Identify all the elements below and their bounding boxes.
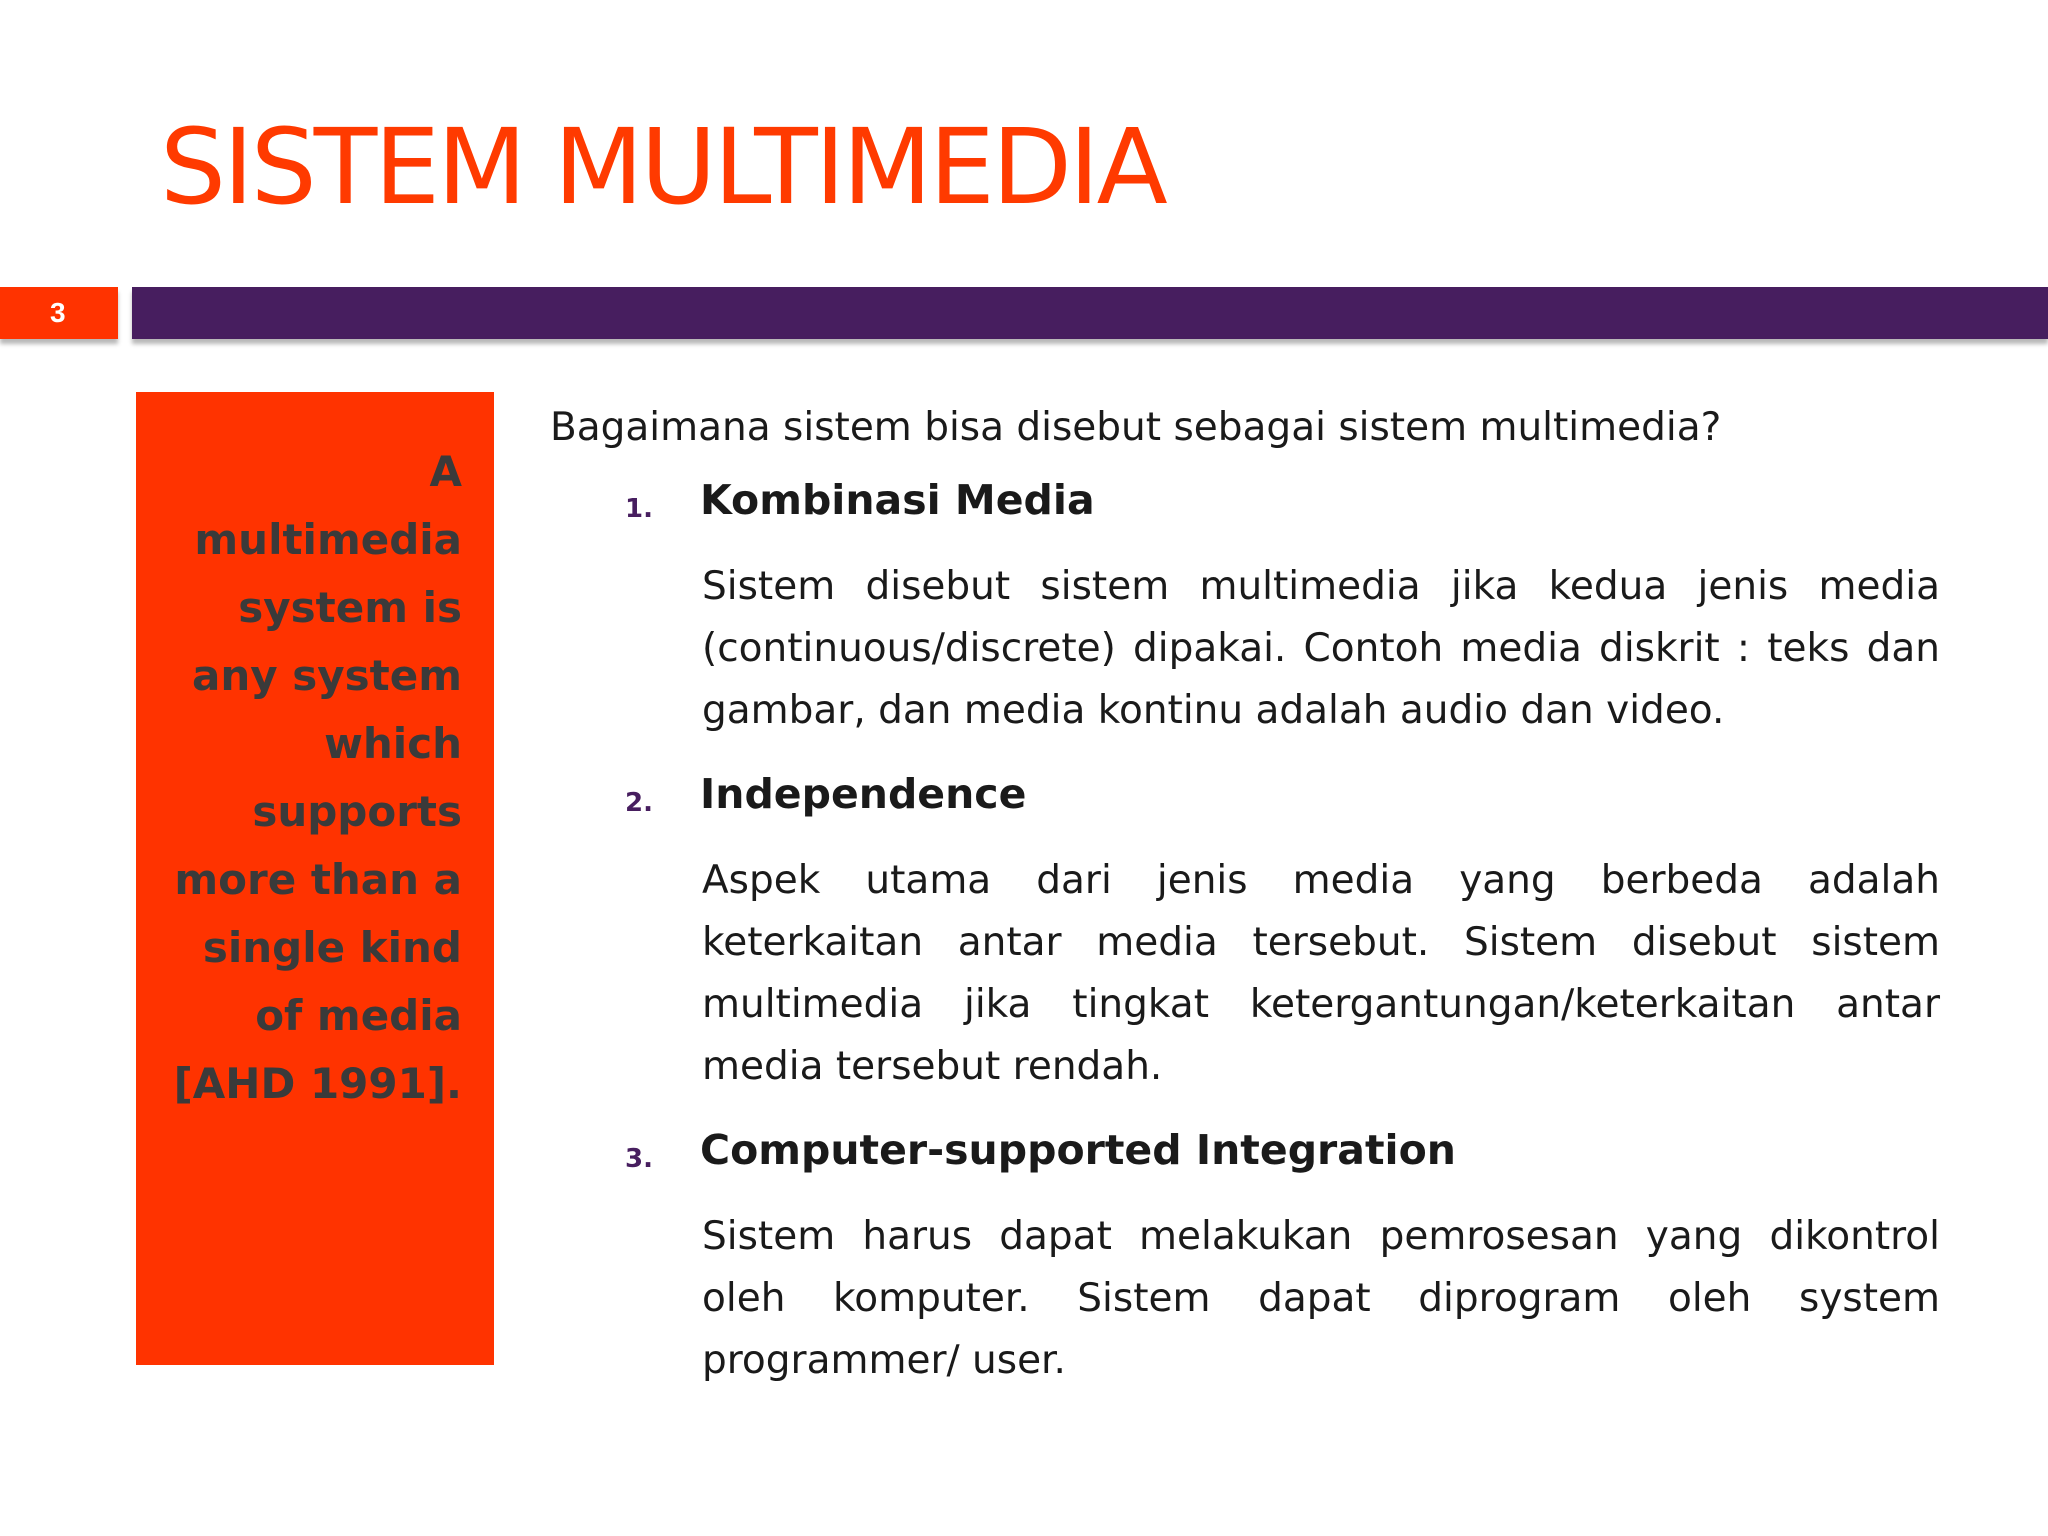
list-item-number: 3. — [625, 1143, 653, 1174]
definition-callout-box — [136, 392, 494, 1365]
list-item — [550, 770, 1940, 1098]
list-item-description: Sistem disebut sistem multimedia jika kedua jenis media (continuous/discrete) dipakai. Contoh media diskrit : teks dan gambar, dan media kontinu adalah audio dan video. — [702, 563, 1940, 733]
list-item — [550, 1126, 1940, 1392]
list-item-header — [550, 476, 1940, 536]
main-content — [550, 405, 1940, 1420]
list-item — [550, 476, 1940, 742]
list-item-title: Kombinasi Media — [700, 475, 1095, 524]
slide-title: SISTEM MULTIMEDIA — [160, 106, 1165, 228]
title-divider-bar — [132, 287, 2048, 339]
list-item-number: 1. — [625, 493, 653, 524]
definition-quote: A multimedia system is any system which supports more than a single kind of media [AHD 1991]. — [173, 447, 462, 1108]
list-item-title: Independence — [700, 769, 1027, 818]
intro-question: Bagaimana sistem bisa disebut sebagai sistem multimedia? — [550, 405, 1722, 450]
page-number-badge: 3 — [0, 287, 118, 339]
list-item-title: Computer-supported Integration — [700, 1125, 1456, 1174]
list-item-number: 2. — [625, 787, 653, 818]
list-item-description: Sistem harus dapat melakukan pemrosesan yang dikontrol oleh komputer. Sistem dapat diprogram oleh system programmer/ user. — [702, 1213, 1940, 1383]
list-item-description: Aspek utama dari jenis media yang berbeda adalah keterkaitan antar media tersebut. Sistem disebut sistem multimedia jika tingkat ketergantungan/keterkaitan antar media tersebut rendah. — [702, 857, 1940, 1089]
list-item-header — [550, 770, 1940, 830]
list-item-header — [550, 1126, 1940, 1186]
